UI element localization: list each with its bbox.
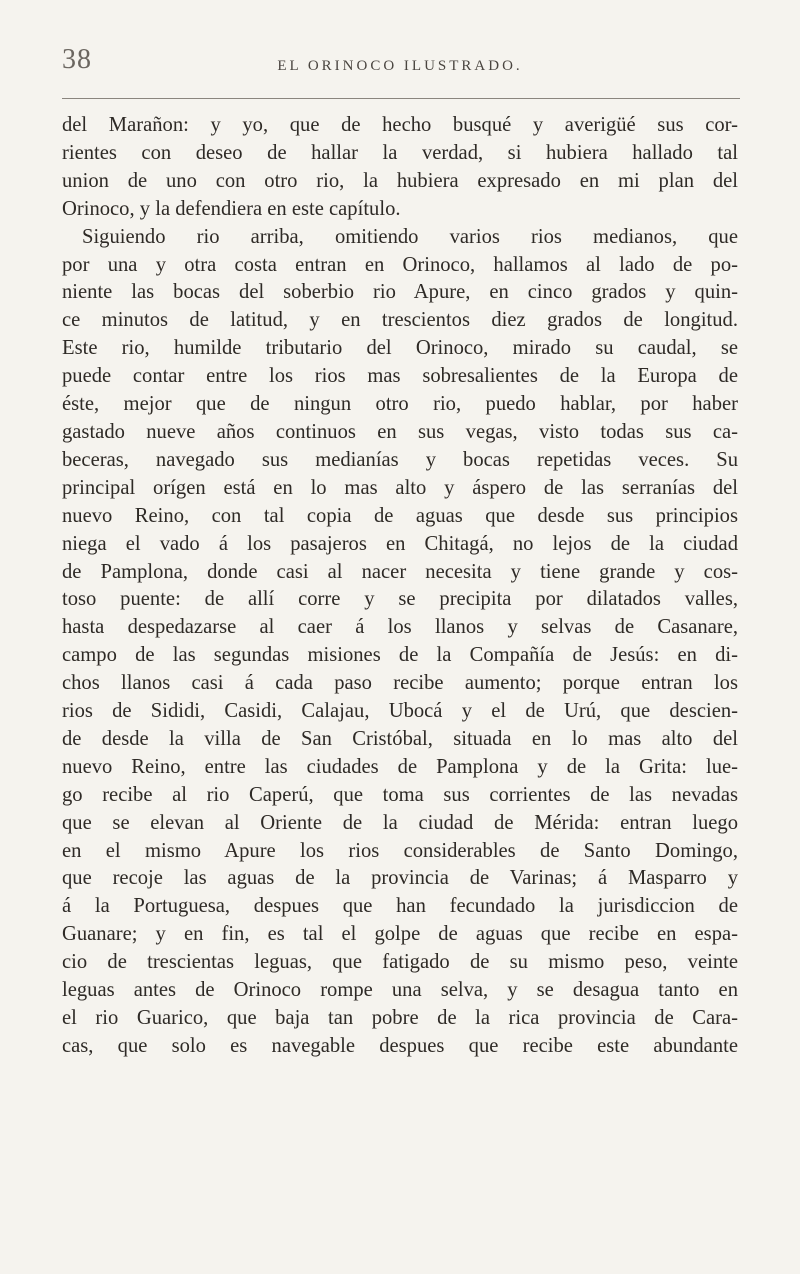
- text-line: rientes con deseo de hallar la verdad, si hubiera hallado tal: [62, 141, 738, 164]
- text-line: Orinoco, y la defendiera en este capítulo.: [62, 197, 401, 220]
- text-line: á la Portuguesa, despues que han fecundado la jurisdiccion de: [62, 895, 738, 918]
- header-rule: [62, 98, 740, 99]
- text-line: Guanare; y en fin, es tal el golpe de aguas que recibe en espa-: [62, 923, 738, 946]
- text-line: que recoje las aguas de la provincia de Varinas; á Masparro y: [62, 867, 738, 890]
- text-line: el rio Guarico, que baja tan pobre de la rica provincia de Cara-: [62, 1007, 738, 1029]
- text-line: niente las bocas del soberbio rio Apure, en cinco grados y quin-: [62, 281, 738, 304]
- text-line: que se elevan al Oriente de la ciudad de Mérida: entran luego: [62, 811, 738, 834]
- text-line: puede contar entre los rios mas sobresalientes de la Europa de: [62, 365, 738, 388]
- body-text: [62, 112, 738, 1061]
- text-line: nuevo Reino, con tal copia de aguas que desde sus principios: [62, 504, 738, 527]
- text-line: éste, mejor que de ningun otro rio, puedo hablar, por haber: [62, 393, 738, 416]
- text-line: Este rio, humilde tributario del Orinoco, mirado su caudal, se: [62, 337, 738, 360]
- text-line: niega el vado á los pasajeros en Chitagá, no lejos de la ciudad: [62, 532, 738, 555]
- text-line: chos llanos casi á cada paso recibe aumento; porque entran los: [62, 672, 738, 695]
- page-header: [0, 44, 800, 84]
- text-line: del Marañon: y yo, que de hecho busqué y averigüé sus cor-: [62, 114, 738, 136]
- text-line: rios de Sididi, Casidi, Calajau, Ubocá y el de Urú, que descien-: [62, 700, 738, 723]
- text-line: beceras, navegado sus medianías y bocas repetidas veces. Su: [62, 448, 738, 471]
- page-number: 38: [62, 44, 92, 75]
- text-line: nuevo Reino, entre las ciudades de Pamplona y de la Grita: lue-: [62, 755, 738, 778]
- text-line: go recibe al rio Caperú, que toma sus corrientes de las nevadas: [62, 783, 738, 806]
- text-line: de Pamplona, donde casi al nacer necesita y tiene grande y cos-: [62, 560, 738, 583]
- text-line: leguas antes de Orinoco rompe una selva, y se desagua tanto en: [62, 979, 738, 1002]
- text-line: en el mismo Apure los rios considerables de Santo Domingo,: [62, 839, 738, 862]
- text-line: toso puente: de allí corre y se precipita por dilatados valles,: [62, 588, 738, 611]
- text-line: cas, que solo es navegable despues que recibe este abundante: [62, 1034, 738, 1057]
- text-line: ce minutos de latitud, y en trescientos diez grados de longitud.: [62, 309, 738, 332]
- text-line: campo de las segundas misiones de la Compañía de Jesús: en di-: [62, 644, 738, 667]
- text-line: por una y otra costa entran en Orinoco, hallamos al lado de po-: [62, 253, 738, 276]
- running-title: EL ORINOCO ILUSTRADO.: [277, 58, 523, 74]
- text-line: principal orígen está en lo mas alto y áspero de las serranías del: [62, 476, 738, 499]
- text-line: hasta despedazarse al caer á los llanos y selvas de Casanare,: [62, 616, 738, 639]
- text-line: union de uno con otro rio, la hubiera expresado en mi plan del: [62, 169, 738, 192]
- text-line: Siguiendo rio arriba, omitiendo varios rios medianos, que: [82, 225, 738, 248]
- text-line: gastado nueve años continuos en sus vegas, visto todas sus ca-: [62, 420, 738, 443]
- text-line: de desde la villa de San Cristóbal, situada en lo mas alto del: [62, 727, 738, 750]
- text-line: cio de trescientas leguas, que fatigado de su mismo peso, veinte: [62, 951, 738, 974]
